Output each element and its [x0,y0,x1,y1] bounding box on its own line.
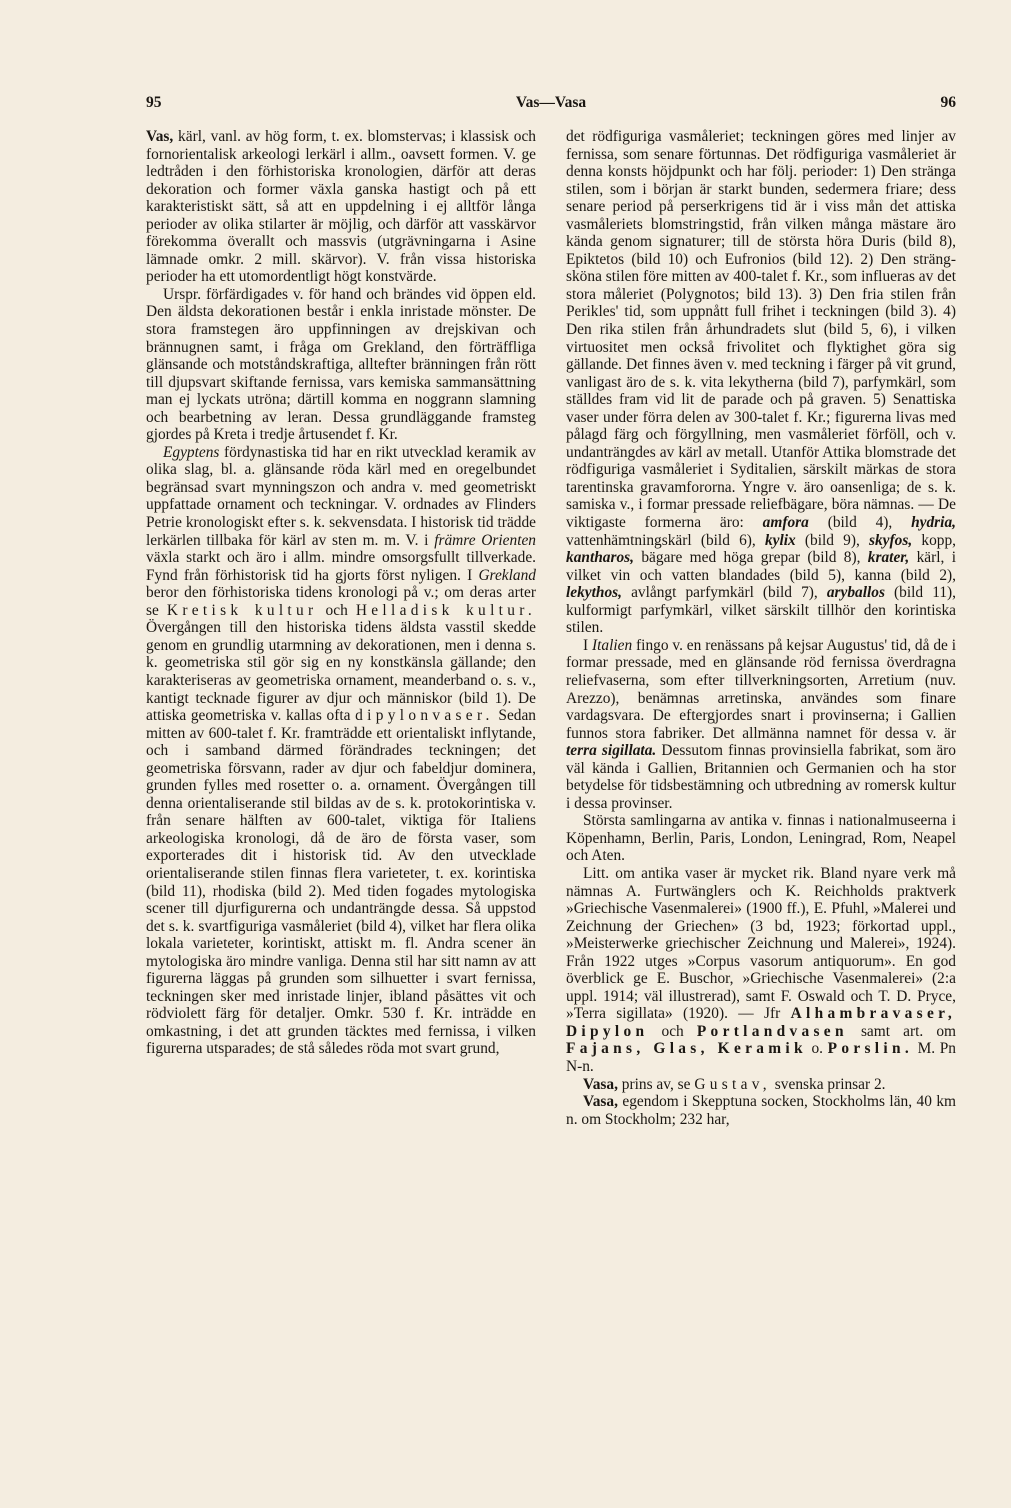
entry-vasa-estate: Vasa, egendom i Skepptuna socken, Stockholms län, 40 km n. om Stockholm; 232 har, [566,1093,956,1128]
left-column [146,128,536,1058]
paragraph-history: Egyptens fördynastiska tid har en rikt utvecklad keramik av olika slag, bl. a. glänsande röda kärl med en oregelbundet begränsad svart mynningszon och andra v. med geometriskt uppfattade ornament och teckningar. V. ordnades av Flinders Petrie kronologiskt efter s. k. sekvensdata. I historisk tid trädde lerkärlen tillbaka för kärl av sten m. m. V. i främre Orienten växla starkt och äro i allm. mindre omsorgsfullt tillverkade. Fynd från förhistorisk tid ha gjorts först nyligen. I Grekland beror den förhistoriska tidens kronologi på v.; om deras arter se Kretisk kultur och Helladisk kultur. Övergången till den historiska tidens äldsta vasstil skedde genom en grundlig utarmning av dekorationen, men i denna s. k. geometriska stil gör sig en ny konstkänsla gällande; den karakteriseras av geometriska ornament, meanderband o. s. v., kantigt tecknade figurer av djur och människor (bild 1). De attiska geometriska v. kallas ofta dipylonvaser. Sedan mitten av 600-talet f. Kr. framträdde ett orientaliskt inflytande, och i samband därmed förändrades teckningen; det geometriska försvann, rader av djur och fabeldjur dominera, grunden fylles med rosetter o. a. ornament. Övergången till denna orientaliserande stil bildas av de s. k. protokorintiska v. från senare hälften av 600-talet, viktiga för Italiens arkeologiska kronologi, då de äro de första vaser, som exporterades dit i historisk tid. Av den utvecklade orientaliserande stilen finnas flera varieteter, t. ex. korintiska (bild 11), rhodiska (bild 2). Med tiden fogades mytologiska scener till djurfigurerna och undanträngde dessa. Så uppstod det s. k. svartfiguriga vasmåleriet (bild 4), vilket har flera olika lokala varieteter, korintiskt, attiskt m. fl. Andra scener än mytologiska äro mindre vanliga. Denna stil har sitt namn av att figurerna läggas på grunden som silhuetter i svart fernissa, teckningen sker med inristade linjer, ibland påsättes vit och rödviolett färg för detaljer. Omkr. 530 f. Kr. inträdde en omkastning, i det att grunden täcktes med fernissa, i vilken figurerna utsparades; de stå således röda mot svart grund, [146,443,536,1058]
cross-reference: Helladisk kultur. [355,601,536,619]
entry-headword: Vas, [146,128,174,145]
cross-reference: Kretisk kultur [166,601,318,619]
page-number-left: 95 [146,94,162,111]
cross-reference: Porslin. [827,1040,913,1058]
cross-reference: Dipylon [566,1022,649,1040]
cross-reference: Fajans, Glas, Keramik [566,1040,807,1058]
paragraph-literature: Litt. om antika vaser är mycket rik. Bland nyare verk må nämnas A. Furtwänglers och K. Reichholds praktverk »Griechische Vasenmalerei» (1900 ff.), E. Pfuhl, »Malerei und Zeichnung der Griechen» (3 bd, 1923; förkortad uppl., »Meisterwerke griechischer Zeichnung und Malerei», 1924). Från 1922 utges »Corpus vasorum antiquorum». En god överblick ge E. Buschor, »Griechische Vasenmalerei» (2:a uppl. 1914; väl illustrerad), samt F. Oswald och T. D. Pryce, »Terra sigillata» (1920). — Jfr Alhambravaser, Dipylon och Portlandvasen samt art. om Fajans, Glas, Keramik o. Porslin. M. Pn N-n. [566,864,957,1075]
right-column [566,128,956,1128]
cross-reference: Portlandvasen [696,1022,848,1040]
entry-headword: Vasa, [583,1075,618,1093]
entry-vas: Vas, kärl, vanl. av hög form, t. ex. blomstervas; i klassisk och fornorientalisk arkeologi lerkärl i allm., oavsett formen. V. ge ledtråden i den förhistoriska kronologien, därför att deras dekoration och former växla ganska hastigt och på ett karakteristiskt sätt, så att en uppdelning i ej alltför långa perioder av olika stilarter är möjlig, och därför att vasskärvor förekomma överallt och massvis (utgrävningarna i Asine lämnade omkr. 2 mill. skärvor). V. från vissa historiska perioder ha ett utomordentligt högt konstvärde. [146,128,536,286]
paragraph-manufacture: Urspr. förfärdigades v. för hand och brändes vid öppen eld. Den äldsta dekorationen består i enkla inristade mönster. De stora framstegen äro uppfinningen av drejskivan och brännugnen samt, i fråga om Grekland, den förträffliga glänsande och motståndskraftiga, alltefter bränningen från rött till djupsvart skiftande fernissa, vars kemiska sammansättning man ej lyckats utröna; därtill komma en noggrann slamning och bearbetning av leran. Dessa grundläggande framsteg gjordes på Kreta i tredje årtusendet f. Kr. [146,285,536,444]
cross-reference: dipylonvaser. [355,707,494,725]
paragraph-italy: I Italien fingo v. en renässans på kejsar Augustus' tid, då de i formar pressade, med en glänsande röd fernissa överdragna reliefvaserna, som efter tillverkningsorten, Arretium (nuv. Arezzo), benämnas arretinska, användes som finare vardagsvara. De eftergjordes snart i provinserna; i Gallien funnos stora fabriker. Det allmänna namnet för dessa v. är terra sigillata. Dessutom finnas provinsiella fabrikat, som äro väl kända i Gallien, Britannien och Germanien och ha stor betydelse för tidsbestämning och utbredning av romersk kultur i dessa provinser. [566,636,957,812]
running-head: Vas—Vasa [515,94,587,111]
author-signature: M. Pn N-n. [566,1040,957,1075]
cross-reference: Gustav, [694,1075,771,1093]
paragraph-redfigure: det rödfiguriga vasmåleriet; teckningen göres med linjer av fernissa, som senare förtunnas. Det rödfiguriga vasmåleriet är denna konsts höjdpunkt och har följ. perioder: 1) Den stränga stilen, som i början är starkt bunden, sedermera friare; dess senare period på perserkrigens tid är i viss mån det attiska vasmåleriets blomstringstid, från vilken många mästare äro kända genom signaturer; till de största höra Duris (bild 8), Epiktetos (bild 10) och Eufronios (bild 12). 2) Den sträng-sköna stilen före mitten av 400-talet f. Kr., som influeras av det stora måleriet (Polygnotos; bild 13). 3) Den fria stilen från Perikles' tid, som uppnått full frihet i teckningen (bild 3). 4) Den rika stilen från århundradets slut (bild 5, 6), i vilken virtuositet men också frivolitet och flyktighet göra sig gällande. Det finnes även v. med teckning i färger på vit grund, vanligast äro de s. k. vita lekytherna (bild 7), parfymkärl, som ställdes fram vid lit de parade och på graven. 5) Senattiska vaser under förra delen av 300-talet f. Kr.; figurerna livas med pålagd färg och förgyllning, men vasmåleriet förföll, och v. undanträngdes av kärl av metall. Utanför Attika blomstrade det rödfiguriga vasmåleriet i Syditalien, särskilt märkas de stora tarentinska gravamfororna. Yngre v. äro oansenliga; de s. k. samiska v., i formar pressade reliefbägare, böra nämnas. — De viktigaste formerna äro: amfora (bild 4), hydria, vattenhämtningskärl (bild 6), kylix (bild 9), skyfos, kopp, kantharos, bägare med höga grepar (bild 8), krater, kärl, i vilket vin och vatten blandades (bild 5), kanna (bild 2), lekythos, avlångt parfymkärl (bild 7), aryballos (bild 11), kulformigt parfymkärl, vilket särskilt tillhör den korintiska stilen. [566,128,956,637]
page-number-right: 96 [940,94,956,111]
paragraph-collections: Största samlingarna av antika v. finnas i nationalmuseerna i Köpenhamn, Berlin, Paris, London, Leningrad, Rom, Neapel och Aten. [566,812,956,865]
page-header [142,94,960,118]
entry-headword: Vasa, [583,1093,618,1111]
cross-reference: Alhambravaser, [790,1005,956,1023]
entry-vasa-prince: Vasa, prins av, se Gustav, svenska prinsar 2. [583,1075,886,1093]
